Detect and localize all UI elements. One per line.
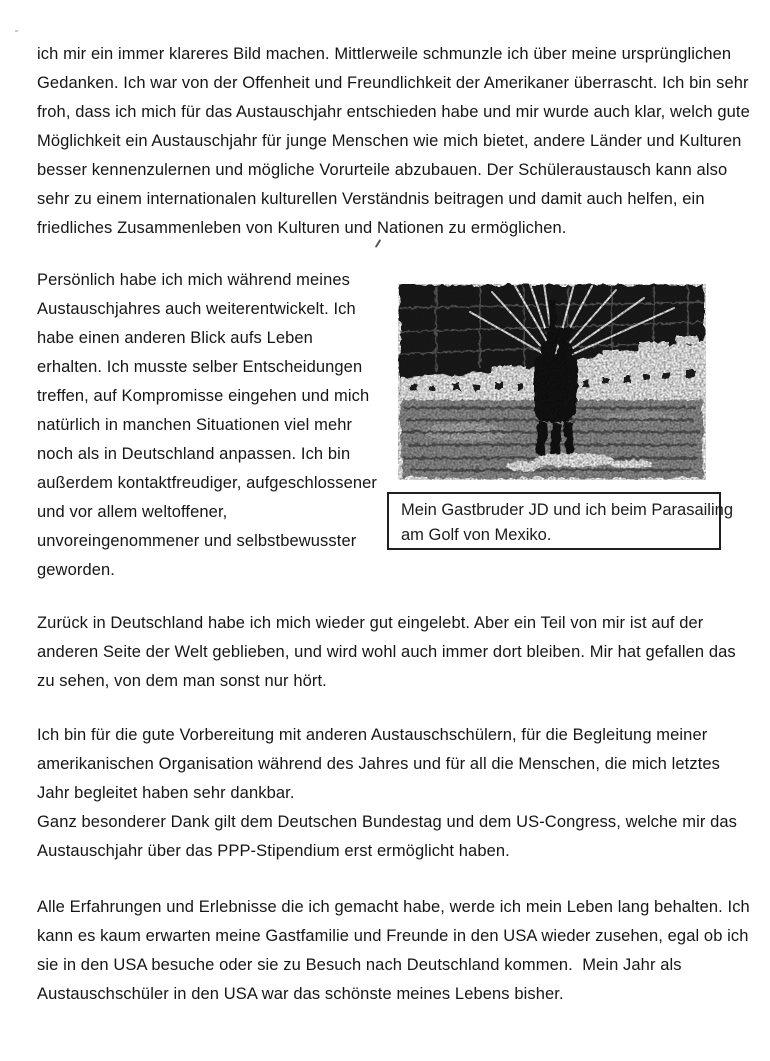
text-line: ich mir ein immer klareres Bild machen. Mittlerweile schmunzle ich über meine ursprünglichen xyxy=(37,45,732,63)
text-line: zu sehen, von dem man sonst nur hört. xyxy=(37,672,327,690)
text-line: amerikanischen Organisation während des Jahres und für all die Menschen, die mich letztes xyxy=(37,755,721,773)
intro-paragraph xyxy=(37,40,759,243)
text-line: Alle Erfahrungen und Erlebnisse die ich gemacht habe, werde ich mein Leben lang behalten. Ich xyxy=(37,898,750,916)
photo-caption-line: am Golf von Mexiko. xyxy=(401,526,552,544)
scan-speck xyxy=(15,30,18,32)
text-line: außerdem kontaktfreudiger, aufgeschlossener xyxy=(37,474,377,492)
text-line: Austauschjahr über das PPP-Stipendium erst ermöglicht haben. xyxy=(37,842,510,860)
text-line: froh, dass ich mich für das Austauschjahr entschieden habe und mir wurde auch klar, welch gute xyxy=(37,103,750,121)
closing-paragraph xyxy=(37,893,759,1009)
text-line: Austauschjahres auch weiterentwickelt. Ich xyxy=(37,300,356,318)
text-line: und vor allem weltoffener, xyxy=(37,503,228,521)
text-line: unvoreingenommener und selbstbewusster xyxy=(37,532,357,550)
text-line: noch als in Deutschland anpassen. Ich bin xyxy=(37,445,351,463)
text-line: Gedanken. Ich war von der Offenheit und Freundlichkeit der Amerikaner überrascht. Ich bin sehr xyxy=(37,74,749,92)
text-line: anderen Seite der Welt geblieben, und wird wohl auch immer dort bleiben. Mir hat gefallen das xyxy=(37,643,736,661)
text-line: friedliches Zusammenleben von Kulturen und Nationen zu ermöglichen. xyxy=(37,219,567,237)
text-line: Zurück in Deutschland habe ich mich wieder gut eingelebt. Aber ein Teil von mir ist auf der xyxy=(37,614,704,632)
text-line: Möglichkeit ein Austauschjahr für junge Menschen wie mich bietet, andere Länder und Kulturen xyxy=(37,132,742,150)
text-line: natürlich in manchen Situationen viel mehr xyxy=(37,416,353,434)
text-line: sehr zu einem internationalen kulturellen Verständnis beitragen und damit auch helfen, ein xyxy=(37,190,705,208)
personal-development-paragraph xyxy=(37,266,393,585)
text-line: Ich bin für die gute Vorbereitung mit anderen Austauschschülern, für die Begleitung meiner xyxy=(37,726,708,744)
text-line: habe einen anderen Blick aufs Leben xyxy=(37,329,313,347)
text-line: Persönlich habe ich mich während meines xyxy=(37,271,350,289)
text-line: Ganz besonderer Dank gilt dem Deutschen Bundestag und dem US-Congress, welche mir das xyxy=(37,813,738,831)
photo-caption-box xyxy=(387,492,733,550)
text-line: Austauschschüler in den USA war das schönste meines Lebens bisher. xyxy=(37,985,564,1003)
text-line: treffen, auf Kompromisse eingehen und mich xyxy=(37,387,370,405)
text-line: besser kennenzulernen und mögliche Vorurteile abzubauen. Der Schüleraustausch kann also xyxy=(37,161,728,179)
text-line: Jahr begleitet haben sehr dankbar. xyxy=(37,784,295,802)
text-line: geworden. xyxy=(37,561,115,579)
text-line: sie in den USA besuche oder sie zu Besuch nach Deutschland kommen. Mein Jahr als xyxy=(37,956,682,974)
return-to-germany-paragraph xyxy=(37,609,759,696)
gratitude-paragraph xyxy=(37,721,759,866)
parasailing-photo xyxy=(396,282,708,482)
text-line: erhalten. Ich musste selber Entscheidungen xyxy=(37,358,363,376)
parasailing-photo-illustration xyxy=(396,282,708,482)
photo-caption-line: Mein Gastbruder JD und ich beim Parasailing xyxy=(401,501,733,519)
text-line: kann es kaum erwarten meine Gastfamilie und Freunde in den USA wieder zusehen, egal ob ich xyxy=(37,927,749,945)
